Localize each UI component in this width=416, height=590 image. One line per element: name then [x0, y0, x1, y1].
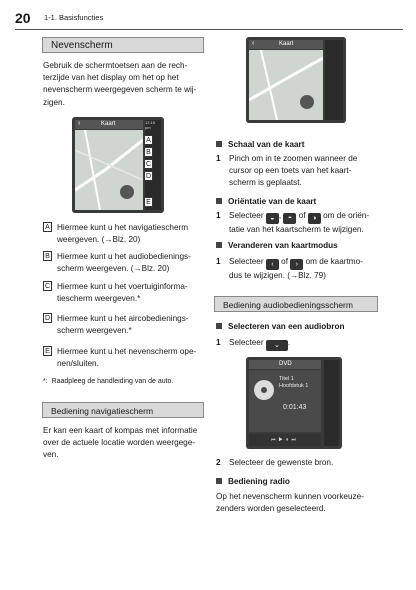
bullet-square-icon: [216, 323, 222, 329]
key-item-d: D Hiermee kunt u het aircobedienings- scherm weergeven.*: [44, 314, 189, 336]
next-mode-button-icon: ›: [290, 259, 303, 270]
map-roads-graphic: [75, 130, 143, 210]
audio-time: 0:01:43: [283, 404, 307, 411]
step-map-mode: 1 Selecteer ‹ of › om de kaartmo- dus te wijzigen. (→Blz. 79): [216, 257, 363, 280]
navigation-paragraph: Er kan een kaart of kompas met informatie over de actuele locatie worden weergege- ven.: [43, 426, 198, 460]
key-item-b: B Hiermee kunt u het audiobedienings- scherm weergeven. (→Blz. 20): [43, 251, 203, 275]
bullet-square-icon: [216, 478, 222, 484]
bullet-square-icon: [216, 141, 222, 147]
key-letter: B: [43, 251, 52, 261]
screen-titlebar: [75, 120, 143, 129]
screen-key-b: B: [144, 147, 153, 157]
back-arrow-icon: ‹: [78, 120, 81, 127]
screen-key-c: C: [145, 161, 152, 168]
step-select-source: 2 Selecteer de gewenste bron.: [216, 458, 334, 467]
map-screen-illustration: [246, 37, 346, 123]
key-item-e: E Hiermee kunt u het nevenscherm ope- nen/sluiten.: [43, 346, 203, 370]
screen-key-column: [325, 40, 343, 120]
north-up-button-icon: ◒: [266, 213, 279, 224]
header-rule: [15, 29, 403, 30]
screen-key-d: D: [145, 173, 152, 180]
previous-track-icon: ⏮: [270, 437, 279, 443]
heading-audio-source: Selecteren van een audiobron: [216, 321, 344, 333]
audio-screen-illustration: [246, 357, 342, 449]
heading-map-mode: Veranderen van kaartmodus: [216, 240, 338, 252]
screen-titlebar: [249, 360, 321, 369]
previous-mode-button-icon: ‹: [266, 259, 279, 270]
bullet-square-icon: [216, 242, 222, 248]
heading-orientation: Oriëntatie van de kaart: [216, 196, 316, 208]
map-view: [75, 130, 143, 210]
screen-key-column: [324, 360, 339, 446]
chapter-title: 1-1. Basisfuncties: [44, 13, 104, 22]
screen-titlebar: [249, 40, 323, 49]
section-title-text: Nevenscherm: [51, 40, 113, 51]
footnote: *: Raadpleeg de handleiding van de auto.: [43, 378, 174, 385]
key-letter: A: [43, 222, 52, 232]
screen-title: Kaart: [279, 41, 294, 47]
screen-title: Kaart: [101, 121, 116, 127]
map-view: [249, 50, 323, 120]
screen-key-e: E: [144, 197, 153, 207]
disc-icon: [254, 380, 274, 400]
map-roads-graphic: [249, 50, 323, 120]
section-title-audio: Bediening audiobedieningsscherm: [214, 296, 378, 312]
play-icon: ▶: [278, 437, 286, 443]
key-letter: D: [44, 315, 51, 322]
section-title-nevenscherm: [42, 37, 204, 53]
heading-radio: Bediening radio: [216, 476, 290, 488]
step-orientation: 1 Selecteer ◒ , ◓ of ◑ om de oriën- tatie van het kaartscherm te wijzigen.: [216, 211, 370, 234]
audio-controls: [249, 434, 321, 446]
section-title-navigation: Bediening navigatiescherm: [42, 402, 204, 418]
heading-scale: Schaal van de kaart: [216, 139, 304, 151]
step-scale: 1 Pinch om in te zoomen wanneer de cursor op een toets van het kaart- scherm is geplaatst.: [216, 154, 358, 188]
heading-up-button-icon: ◓: [283, 213, 296, 224]
screen-key-a: A: [144, 135, 153, 145]
key-item-c: C Hiermee kunt u het voertuiginforma- tiescherm weergeven.*: [44, 282, 188, 304]
radio-paragraph: Op het nevenscherm kunnen voorkeuze- zenders worden geselecteerd.: [216, 492, 364, 514]
bullet-square-icon: [216, 198, 222, 204]
key-letter: E: [43, 346, 52, 356]
key-letter: C: [44, 283, 51, 290]
pause-icon: ⏸: [285, 437, 292, 443]
step-audio-source: 1 Selecteer ⌄ .: [216, 338, 291, 349]
intro-paragraph: Gebruik de schermtoetsen aan de rech- terzijde van het display om het op het nevenscherm weergegeven scherm te wij- zigen.: [43, 61, 197, 107]
audio-panel: [249, 370, 321, 432]
audio-track-info: Titel 1 Hoofdstuk 1: [279, 376, 309, 389]
back-arrow-icon: ‹: [252, 40, 255, 47]
audio-source-label: DVD: [279, 361, 292, 367]
next-track-icon: ⏭: [291, 437, 299, 443]
compass-button-icon: ◑: [308, 213, 321, 224]
source-select-button-icon: ⌄: [266, 340, 288, 351]
page-number: 20: [15, 10, 31, 26]
screen-time: 12:15 pm: [145, 120, 156, 130]
key-item-a: A Hiermee kunt u het navigatiescherm weergeven. (→Blz. 20): [43, 222, 203, 246]
